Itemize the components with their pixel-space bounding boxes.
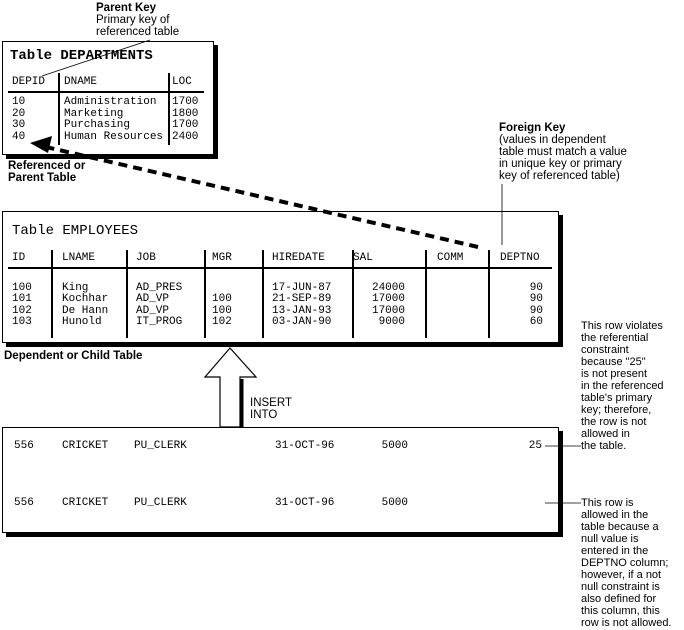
insert-cell: 556 bbox=[14, 440, 34, 452]
insert-cell: 5000 bbox=[381, 497, 408, 509]
insert-arrow-icon bbox=[205, 348, 256, 427]
emp-column-header: HIREDATE bbox=[272, 252, 325, 264]
dept-cell: 1700 bbox=[172, 119, 199, 131]
emp-cell: 90 bbox=[529, 293, 543, 306]
emp-cell: King bbox=[62, 282, 89, 294]
insert-cell: CRICKET bbox=[62, 440, 109, 452]
dept-cell: 1800 bbox=[172, 107, 199, 120]
parent-key-title: Parent Key bbox=[96, 2, 157, 14]
referenced-label-1: Referenced or bbox=[8, 160, 86, 172]
dept-cell: 1700 bbox=[172, 96, 199, 108]
emp-cell: AD_PRES bbox=[136, 282, 183, 294]
dept-cell: Human Resources bbox=[64, 130, 164, 143]
emp-cell: 17000 bbox=[371, 304, 405, 317]
insert-label-2: INTO bbox=[250, 409, 278, 421]
emp-cell: 103 bbox=[12, 315, 32, 328]
insert-cell: 5000 bbox=[381, 440, 408, 452]
note-allowed: This row is allowed in the table because a null value is entered in the DEPTNO column; however, if a not null constraint is also defined for this column, this row is not allowed. bbox=[581, 497, 672, 629]
emp-cell: 100 bbox=[12, 282, 32, 294]
foreign-key-desc-2: table must match a value bbox=[499, 146, 627, 158]
emp-cell: 101 bbox=[12, 293, 32, 306]
dept-column-header: LOC bbox=[172, 76, 192, 88]
dept-cell: 30 bbox=[12, 119, 26, 131]
foreign-key-desc-1: (values in dependent bbox=[499, 134, 606, 146]
dept-column-header: DEPID bbox=[12, 76, 46, 88]
dependent-label: Dependent or Child Table bbox=[4, 350, 143, 362]
emp-column-header: LNAME bbox=[62, 252, 96, 264]
emp-cell: 90 bbox=[529, 282, 543, 294]
dept-cell: Marketing bbox=[64, 107, 124, 120]
departments-title: Table DEPARTMENTS bbox=[10, 48, 153, 64]
dept-cell: 10 bbox=[12, 96, 26, 108]
arrowhead-icon bbox=[30, 136, 52, 153]
insert-label-1: INSERT bbox=[250, 397, 292, 409]
emp-cell: 102 bbox=[12, 304, 32, 317]
dept-cell: 40 bbox=[12, 130, 26, 143]
emp-cell: 102 bbox=[212, 315, 232, 328]
emp-cell: Kochhar bbox=[62, 293, 109, 306]
insert-cell: PU_CLERK bbox=[134, 440, 187, 452]
parent-key-desc-1: Primary key of bbox=[96, 14, 170, 26]
reference-dashed-arrow bbox=[46, 147, 478, 247]
emp-cell: Hunold bbox=[62, 315, 102, 328]
emp-cell: 13-JAN-93 bbox=[272, 304, 332, 317]
emp-cell: 60 bbox=[529, 315, 543, 328]
emp-cell: 9000 bbox=[378, 315, 405, 328]
emp-cell: 100 bbox=[212, 293, 232, 306]
parent-key-leader bbox=[42, 40, 150, 76]
dept-column-header: DNAME bbox=[64, 76, 98, 88]
emp-cell: IT_PROG bbox=[136, 315, 183, 328]
emp-cell: 24000 bbox=[371, 282, 405, 294]
emp-column-header: JOB bbox=[136, 252, 156, 264]
dept-cell: 2400 bbox=[172, 130, 199, 143]
note-violates: This row violates the referential constraint because "25" is not present in the referenced table's primary key; therefore, the row is not allowed in the table. bbox=[581, 320, 664, 452]
insert-cell: 556 bbox=[14, 497, 34, 509]
emp-cell: 17000 bbox=[371, 293, 405, 306]
emp-cell: 17-JUN-87 bbox=[272, 282, 332, 294]
emp-cell: 90 bbox=[529, 304, 543, 317]
insert-cell: PU_CLERK bbox=[134, 497, 187, 509]
emp-column-header: COMM bbox=[437, 252, 464, 264]
dept-cell: 20 bbox=[12, 107, 26, 120]
emp-column-header: SAL bbox=[353, 252, 373, 264]
foreign-key-desc-3: in unique key or primary bbox=[499, 158, 622, 170]
insert-cell: 25 bbox=[528, 440, 542, 452]
emp-cell: 03-JAN-90 bbox=[272, 315, 332, 328]
emp-column-header: MGR bbox=[212, 252, 232, 264]
insert-cell: 31-OCT-96 bbox=[275, 440, 335, 452]
referenced-label-2: Parent Table bbox=[8, 172, 77, 184]
employees-title: Table EMPLOYEES bbox=[12, 223, 139, 239]
dept-cell: Administration bbox=[64, 96, 157, 108]
insert-cell: CRICKET bbox=[62, 497, 109, 509]
foreign-key-title: Foreign Key bbox=[499, 122, 566, 134]
emp-cell: AD_VP bbox=[136, 304, 170, 317]
dept-cell: Purchasing bbox=[64, 119, 131, 131]
parent-key-desc-2: referenced table bbox=[96, 26, 180, 38]
emp-cell: De Hann bbox=[62, 304, 109, 317]
insert-cell: 31-OCT-96 bbox=[275, 497, 335, 509]
foreign-key-desc-4: key of referenced table) bbox=[499, 170, 620, 182]
emp-cell: AD_VP bbox=[136, 293, 170, 306]
emp-column-header: DEPTNO bbox=[500, 252, 540, 264]
emp-cell: 21-SEP-89 bbox=[272, 293, 332, 306]
emp-column-header: ID bbox=[12, 252, 26, 264]
emp-cell: 100 bbox=[212, 304, 232, 317]
